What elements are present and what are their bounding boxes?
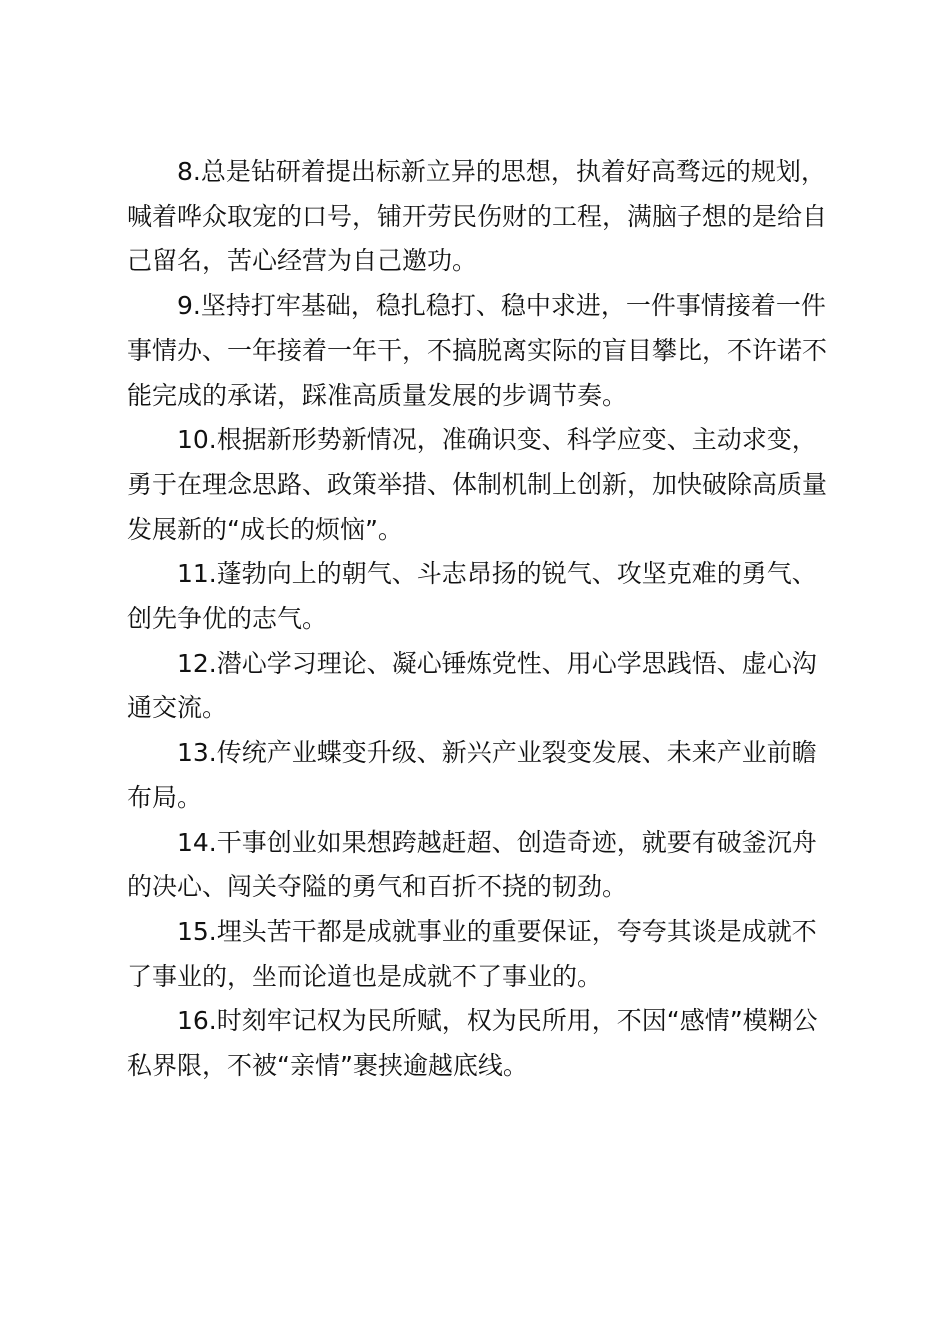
paragraph-line: 14.干事创业如果想跨越赶超、创造奇迹，就要有破釜沉舟 xyxy=(177,827,817,857)
paragraph-line: 发展新的“成长的烦恼”。 xyxy=(127,514,403,544)
paragraph-line: 15.埋头苦干都是成就事业的重要保证，夸夸其谈是成就不 xyxy=(177,916,817,946)
paragraph-line: 喊着哗众取宠的口号，铺开劳民伤财的工程，满脑子想的是给自 xyxy=(127,201,828,231)
paragraph-9 xyxy=(127,284,828,418)
paragraph-8 xyxy=(127,150,828,284)
paragraph-line: 13.传统产业蝶变升级、新兴产业裂变发展、未来产业前瞻 xyxy=(177,738,817,768)
paragraph-line: 通交流。 xyxy=(127,693,228,723)
paragraph-10 xyxy=(127,418,828,552)
paragraph-line: 10.根据新形势新情况，准确识变、科学应变、主动求变， xyxy=(177,425,817,455)
paragraph-line: 11.蓬勃向上的朝气、斗志昂扬的锐气、攻坚克难的勇气、 xyxy=(177,559,817,589)
paragraph-line: 9.坚持打牢基础，稳扎稳打、稳中求进，一件事情接着一件 xyxy=(177,291,826,321)
paragraph-16 xyxy=(127,999,821,1088)
paragraph-line: 16.时刻牢记权为民所赋，权为民所用，不因“感情”模糊公 xyxy=(177,1006,818,1036)
paragraph-line: 的决心、闯关夺隘的勇气和百折不挠的韧劲。 xyxy=(127,872,628,902)
paragraph-line: 勇于在理念思路、政策举措、体制机制上创新，加快破除高质量 xyxy=(127,469,828,499)
paragraph-13 xyxy=(127,731,821,820)
paragraph-line: 私界限，不被“亲情”裹挟逾越底线。 xyxy=(127,1051,528,1081)
paragraph-line: 能完成的承诺，踩准高质量发展的步调节奏。 xyxy=(127,380,628,410)
paragraph-line: 8.总是钻研着提出标新立异的思想，执着好高骛远的规划， xyxy=(177,157,826,186)
paragraph-12 xyxy=(127,642,821,731)
paragraph-line: 事情办、一年接着一年干，不搞脱离实际的盲目攀比，不许诺不 xyxy=(127,335,828,365)
paragraph-line: 布局。 xyxy=(127,782,203,812)
paragraph-11 xyxy=(127,552,821,641)
paragraph-line: 了事业的，坐而论道也是成就不了事业的。 xyxy=(127,961,603,991)
document-body xyxy=(127,150,828,1089)
paragraph-line: 己留名，苦心经营为自己邀功。 xyxy=(127,246,478,276)
paragraph-14 xyxy=(127,821,821,910)
paragraph-line: 12.潜心学习理论、凝心锤炼党性、用心学思践悟、虚心沟 xyxy=(177,648,817,678)
paragraph-15 xyxy=(127,910,821,999)
paragraph-line: 创先争优的志气。 xyxy=(127,604,328,634)
